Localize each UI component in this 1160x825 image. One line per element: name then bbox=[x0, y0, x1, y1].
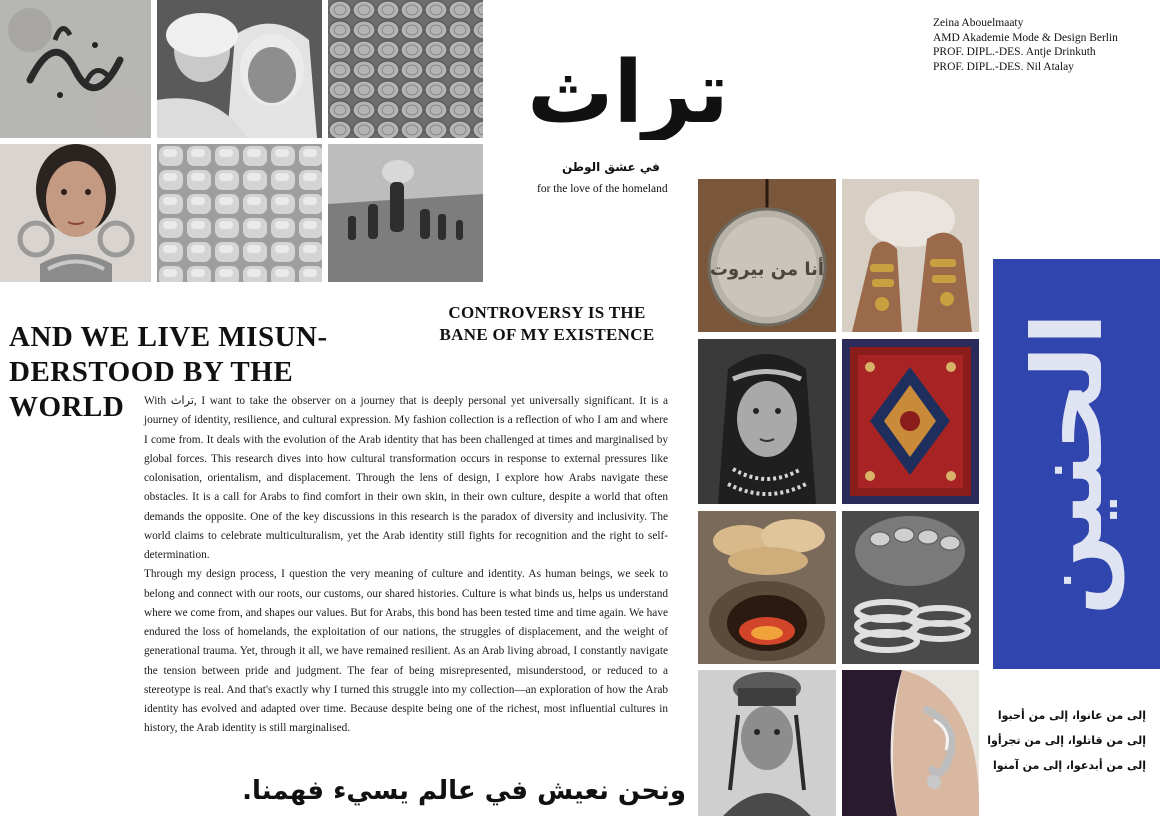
poem-line-2: إلى من قاتلوا، إلى من تجرأوا bbox=[987, 734, 1146, 747]
pendant-inscription: أنا من بيروت bbox=[709, 259, 825, 280]
arabic-poem bbox=[986, 703, 1146, 778]
banner-arabic-text: الحنين bbox=[1012, 312, 1124, 616]
headline-line-2: DERSTOOD BY THE bbox=[9, 356, 294, 388]
tattooed-woman-photo bbox=[698, 339, 836, 504]
displacement-march-photo bbox=[328, 144, 483, 282]
controversy-line-1: CONTROVERSY IS THE bbox=[448, 303, 646, 322]
poem-line-1: إلى من عانوا، إلى من أحبوا bbox=[997, 709, 1146, 722]
blue-calligraphy-banner bbox=[993, 259, 1160, 669]
graffiti-calligraphy-photo bbox=[0, 0, 151, 138]
subtitle-arabic: في عشق الوطن bbox=[562, 160, 660, 174]
persian-rug-photo bbox=[842, 339, 979, 504]
controversy-heading bbox=[412, 302, 682, 346]
bread-oven-photo bbox=[698, 511, 836, 664]
credits-block bbox=[933, 16, 1153, 74]
professor-2: PROF. DIPL.-DES. Nil Atalay bbox=[933, 60, 1074, 73]
subtitle-english: for the love of the homeland bbox=[537, 183, 668, 195]
professor-1: PROF. DIPL.-DES. Antje Drinkuth bbox=[933, 46, 1096, 58]
body-text bbox=[144, 392, 668, 739]
author-name: Zeina Abouelmaaty bbox=[933, 17, 1024, 29]
body-paragraph-1: With تراث, I want to take the observer on a journey that is deeply personal yet universally significant. It is a journey of identity, resilience, and cultural expression. My fashion collection is a reflection of who I am and where I come from. It deals with the evolution of the Arab identity that has been challenged at times and marginalised by global forces. This research dives into how cultural transformation occurs in response to external pressures like colonisation, orientalism, and displacement. Through the lens of design, I explore how Arabs navigate these obstacles. It is a call for Arabs to find comfort in their own skin, in their own culture, despite a world that often demands the opposite. One of the key discussions in this research is the paradox of diversity and inclusivity. The world claims to celebrate multiculturalism, yet the Arab identity still fights for recognition and the right to self-determination. bbox=[144, 395, 668, 561]
leather-texture-photo bbox=[157, 144, 322, 282]
headline-line-3: WORLD bbox=[9, 391, 125, 423]
pendant-photo bbox=[698, 179, 836, 332]
elderly-couple-photo bbox=[157, 0, 322, 138]
headdress-man-photo bbox=[698, 670, 836, 816]
headline-line-1: AND WE LIVE MISUN- bbox=[9, 321, 328, 353]
controversy-line-2: BANE OF MY EXISTENCE bbox=[439, 325, 655, 344]
bangles-hands-photo bbox=[842, 511, 979, 664]
main-title-arabic bbox=[508, 40, 748, 140]
coins-photo bbox=[328, 0, 483, 138]
main-title-text: تراث bbox=[527, 43, 729, 140]
jeweled-hands-photo bbox=[842, 179, 979, 332]
poem-line-3: إلى من أبدعوا، إلى من آمنوا bbox=[993, 759, 1146, 772]
school-name: AMD Akademie Mode & Design Berlin bbox=[933, 31, 1118, 44]
ear-cuff-photo bbox=[842, 670, 979, 816]
arabic-slogan: ونحن نعيش في عالم يسيء فهمنا. bbox=[242, 776, 686, 806]
model-earrings-photo bbox=[0, 144, 151, 282]
body-paragraph-2: Through my design process, I question the very meaning of culture and identity. As human beings, we seek to belong and connect with our roots, our customs, our shared histories. Culture is what binds us, helps us understand where we come from, and shapes our values. But for Arabs, this bond has been tested time and time again. We have endured the loss of homelands, the exploitation of our nations, the struggles of displacement, and the weight of generational trauma. Yet, through it all, we have remained resilient. As an Arab living abroad, I constantly navigate the tension between pride and judgment. The fear of being misrepresented, misunderstood, or reduced to a stereotype is real. And that's exactly why I turned this struggle into my collection—an exploration of how the Arab identity has evolved and adapted over time. Because despite being one of the richest, most influential cultures in history, the Arab identity is still marginalised. bbox=[144, 568, 668, 735]
